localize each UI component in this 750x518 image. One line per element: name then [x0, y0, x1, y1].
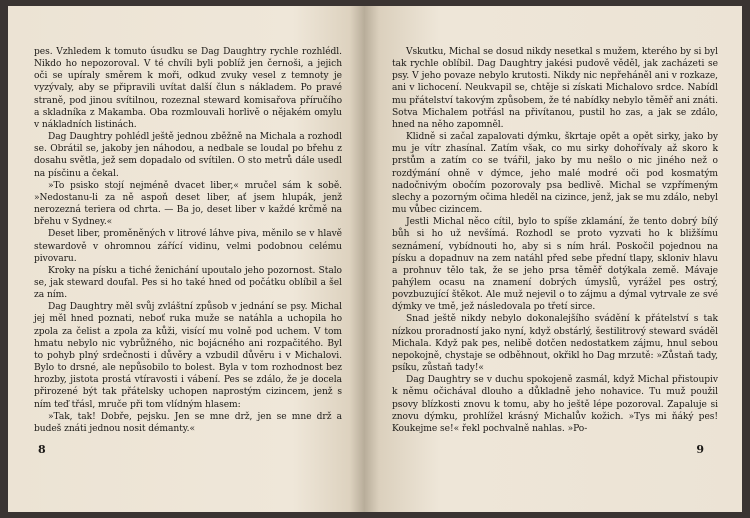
- right-page-text: [392, 46, 718, 435]
- page-number: 8: [38, 443, 46, 456]
- book-spread: [8, 6, 742, 512]
- paragraph: pes. Vzhledem k tomuto úsudku se Dag Daughtry rychle rozhlédl. Nikdo ho nepozoroval. V té chvíli byli poblíž jen černoši, a jejich oči se upíraly směrem k moři, odkud zvuky vesel z temnoty je vyzývaly, aby se připravili uvítat další člun s nákladem. Po pravé straně, pod jinou svítilnou, rozeznal steward komisařova příručího a skladníka z Makamba. Oba rozmlouvali horlivě o nějakém omylu v nákladních listinách.: [34, 47, 342, 130]
- right-page: [364, 6, 742, 512]
- paragraph: »To psisko stojí nejméně dvacet liber,« mručel sám k sobě. »Nedostanu-li za ně aspoň deset liber, ať jsem hlupák, jenž nerozezná teriera od chrta. — Ba jo, deset liber v každé krčmě na břehu v Sydney.«: [34, 180, 342, 228]
- paragraph: Dag Daughtry pohlédl ještě jednou zběžně na Michala a rozhodl se. Obrátil se, jakoby jen náhodou, a nedbale se loudal po břehu z dosahu světla, jež sem dopadalo od svítilen. O sto metrů dále usedl na písčinu a čekal.: [34, 132, 342, 179]
- paragraph: Kroky na písku a tiché ženichání upoutalo jeho pozornost. Stalo se, jak steward doufal. Pes si ho také hned od počátku oblíbil a šel za ním.: [34, 265, 342, 301]
- paragraph: Vskutku, Michal se dosud nikdy nesetkal s mužem, kterého by si byl tak rychle oblíbil. Dag Daughtry jakési pudově věděl, jak zacházeti se psy. V jeho povaze nebylo krutosti. Nikdy nic nepřeháněl ani v rozkaze, ani v lichocení. Neukvapil se, chtěje si získati Michalovo srdce. Nabídl mu přátelství takovým způsobem, že té nabídky nebylo těměř ani znáti. Sotva Michalem potřásl na přivítanou, pustil ho zas, a jak se zdálo, hned na něho zapomněl.: [392, 47, 718, 130]
- paragraph: »Tak, tak! Dobře, pejsku. Jen se mne drž, jen se mne drž a budeš znáti jednou nosit démanty.«: [34, 411, 342, 434]
- paragraph: Dag Daughtry měl svůj zvláštní způsob v jednání se psy. Michal jej měl hned poznati, neboť ruka muže se natáhla a uchopila ho zpola za čelist a zpola za kůži, visící mu volně pod uchem. V tom hmatu nebylo nic vybrůžného, nic bojácného ani rozpačitého. Byl to pohyb plný srdečnosti i důvěry a vzbudil důvěru i v Michalovi. Bylo to drsné, ale nepůsobilo to bolest. Byla v tom rozhodnost bez hrozby, jistota prostá vtíravosti i vábení. Pes se zdálo, že je docela přirozené být tak přátelsky uchopen naprostým cizincem, jenž s ním teď třásl, mruče při tom vlídným hlasem:: [34, 302, 342, 410]
- left-page-text: [34, 46, 342, 435]
- paragraph: Deset liber, proměněných v litrové láhve piva, měnilo se v hlavě stewardově v ohromnou zářící vidinu, velmi podobnou celému pivovaru.: [34, 229, 342, 264]
- left-page: [8, 6, 364, 512]
- paragraph: Dag Daughtry se v duchu spokojeně zasmál, když Michal přistoupiv k němu očichával dlouho a důkladně jeho nohavice. Tu muž použil psovy blízkosti znovu k tomu, aby ho ještě lépe pozoroval. Zapaluje si znovu dýmku, prohlížel krásný Michalův kožich. »Tys mi ňáký pes! Koukejme se!« řekl pochvalně nahlas. »Po-: [392, 375, 718, 434]
- paragraph: Jestli Michal něco cítil, bylo to spíše zklamání, že tento dobrý bílý bůh si ho už nevšímá. Rozhodl se proto vyzvati ho k bližšímu seznámení, vybídnouti ho, aby si s ním hrál. Poskočil pojednou na písku a dopadnuv na zem natáhl před sebe přední tlapy, skloniv hlavu a prohnuv tělo tak, že se jeho prsa těměř dotýkala země. Mávaje pahýlem ocasu na znamení dobrých úmyslů, vyrážel pes ostrý, povzbuzující štěkot. Ale muž nejevil o to zájmu a dýmal vytrvale ze své dýmky ve tmě, jež následovala po třetí sirce.: [392, 217, 718, 313]
- paragraph: Klidně si začal zapalovati dýmku, škrtaje opět a opět sirky, jako by mu je vítr zhasínal. Zatím však, co mu sirky dohořívaly až skoro k prstům a zatím co se tvářil, jako by mu nešlo o nic jiného než o rozdýmání ohně v dýmce, jeho malé modré oči pod kosmatým nadočnivým obočím pozorovaly psa bedlivě. Michal se vzpřímeným slechy a pozorným očima hleděl na cizince, jenž, jak se mu zdálo, nebyl mu vůbec cizincem.: [392, 132, 718, 216]
- page-number: 9: [696, 443, 704, 456]
- paragraph: Snad ještě nikdy nebylo dokonalejšího svádění k přátelství s tak nízkou proradností jako nyní, když obstárlý, šestilitrový steward sváděl Michala. Když pak pes, nelibě dotčen nedostatkem zájmu, hnul sebou nepokojně, chystaje se odběhnout, okřikl ho Dag mrzutě: »Zůstaň tady, psíku, zůstaň tady!«: [392, 314, 718, 374]
